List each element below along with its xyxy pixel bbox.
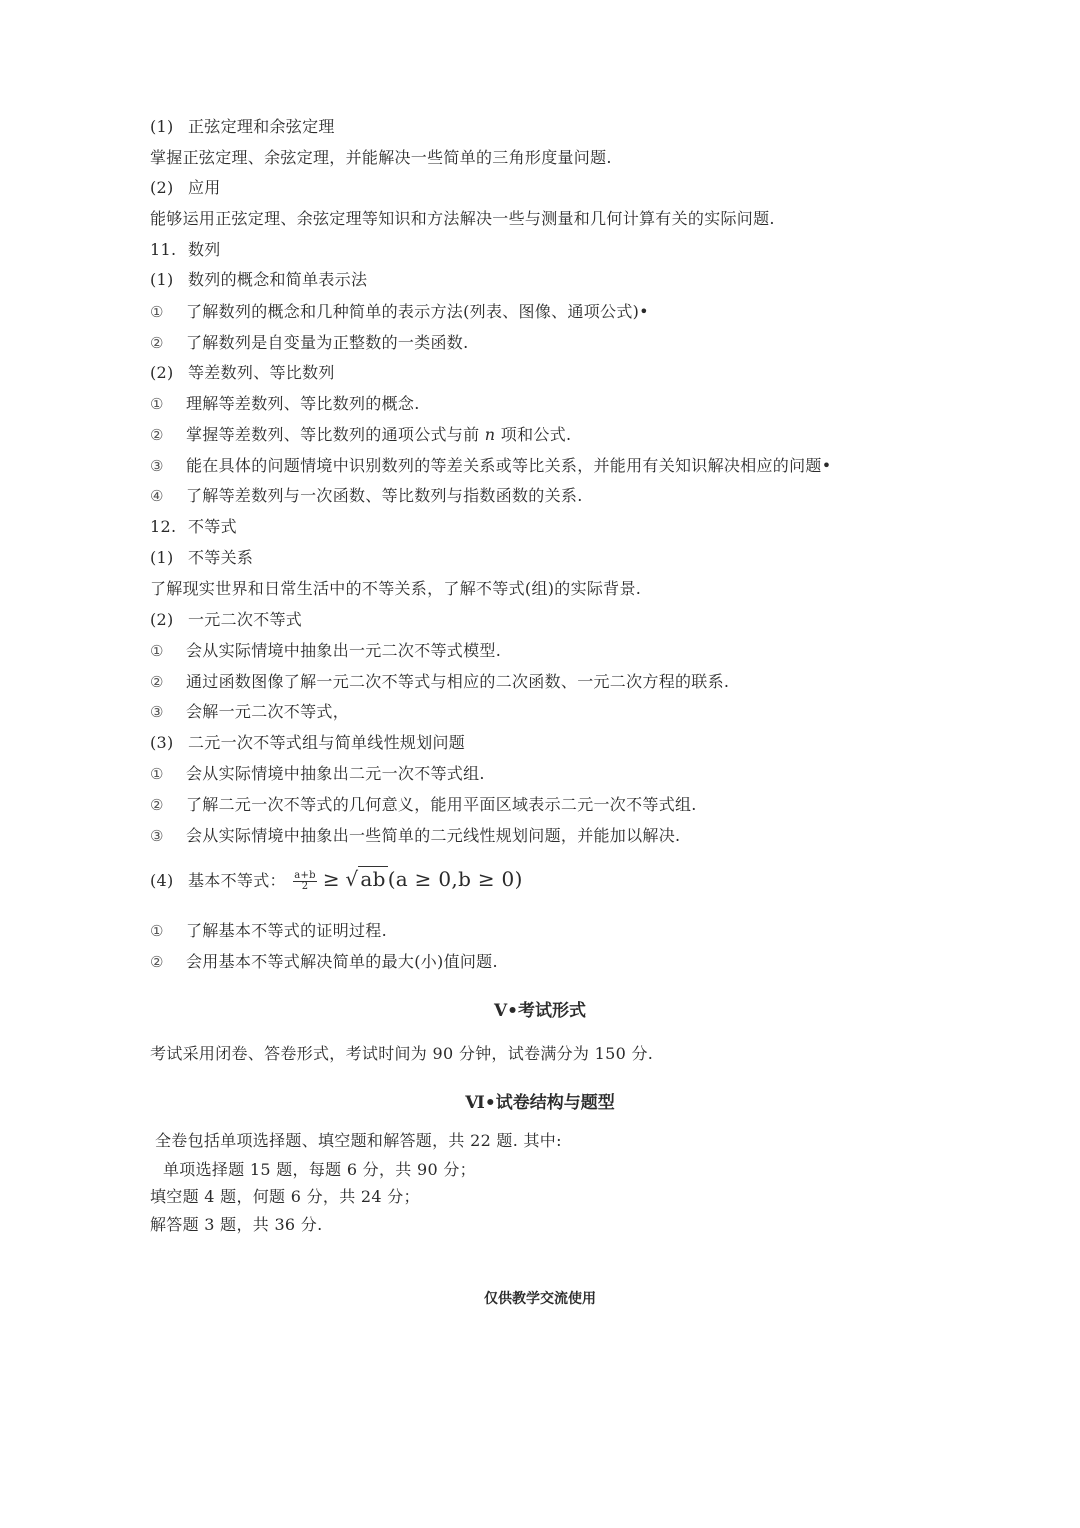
item-number: 12.: [150, 517, 177, 536]
item-text: 不等式: [188, 517, 237, 536]
subsection-inequality-relation: [150, 547, 253, 569]
circled-number: ②: [150, 426, 164, 444]
footer-note: 仅供教学交流使用: [484, 1291, 596, 1307]
section-heading-exam-format: [0, 996, 1080, 1021]
subsection-application: [150, 177, 221, 199]
circled-number: ④: [150, 487, 164, 505]
item-text: 正弦定理和余弦定理: [188, 117, 335, 136]
item-number: (2): [150, 178, 174, 197]
subsection-sequence-concept: [150, 269, 367, 291]
fraction: [293, 871, 317, 892]
item-text: 理解等差数列、等比数列的概念.: [186, 394, 420, 413]
geq-symbol: ≥: [322, 867, 340, 891]
item-text: 项和公式.: [495, 425, 572, 444]
list-item: [150, 671, 729, 693]
item-text: 会从实际情境中抽象出一元二次不等式模型.: [186, 641, 502, 660]
list-item: [150, 763, 485, 785]
item-number: (4): [150, 871, 174, 890]
section-sequences: [150, 239, 221, 261]
item-text: 一元二次不等式: [188, 610, 303, 629]
item-text: 等差数列、等比数列: [188, 363, 335, 382]
circled-number: ③: [150, 457, 164, 475]
heading-text: Ⅴ•考试形式: [493, 1001, 587, 1021]
circled-number: ②: [150, 796, 164, 814]
item-text: 了解二元一次不等式的几何意义，能用平面区域表示二元一次不等式组.: [186, 795, 697, 814]
fraction-denominator: 2: [301, 881, 309, 892]
paragraph: 了解现实世界和日常生活中的不等关系，了解不等式(组)的实际背景.: [150, 579, 642, 598]
sqrt-symbol: √: [345, 867, 359, 891]
list-item: [150, 920, 387, 942]
paragraph: 单项选择题 15 题，每题 6 分，共 90 分；: [163, 1160, 476, 1179]
fraction-numerator: a+b: [294, 870, 316, 881]
circled-number: ①: [150, 765, 164, 783]
subsection-linear-programming: [150, 732, 465, 754]
item-text: 掌握等差数列、等比数列的通项公式与前: [186, 425, 485, 444]
basic-inequality-formula: [291, 867, 523, 892]
subsection-quadratic-inequality: [150, 609, 302, 631]
condition: (a ≥ 0,b ≥ 0): [387, 867, 523, 891]
subsection-arith-geo-sequences: [150, 362, 335, 384]
item-text: 二元一次不等式组与简单线性规划问题: [188, 733, 466, 752]
item-number: (2): [150, 610, 174, 629]
item-text: 了解数列的概念和几种简单的表示方法(列表、图像、通项公式)•: [186, 302, 649, 321]
circled-number: ②: [150, 953, 164, 971]
item-number: (3): [150, 733, 174, 752]
item-number: (1): [150, 270, 174, 289]
item-text: 数列的概念和简单表示法: [188, 270, 368, 289]
item-text: 了解数列是自变量为正整数的一类函数.: [186, 333, 469, 352]
item-text: 会用基本不等式解决简单的最大(小)值问题.: [186, 952, 498, 971]
item-text: 了解等差数列与一次函数、等比数列与指数函数的关系.: [186, 486, 583, 505]
list-item: [150, 455, 831, 477]
circled-number: ③: [150, 827, 164, 845]
paragraph: 掌握正弦定理、余弦定理，并能解决一些简单的三角形度量问题.: [150, 148, 612, 167]
list-item: [150, 393, 420, 415]
circled-number: ②: [150, 334, 164, 352]
list-item: [150, 301, 649, 323]
paragraph: 填空题 4 题，何题 6 分，共 24 分；: [150, 1187, 420, 1206]
subsection-basic-inequality: [150, 864, 523, 896]
item-text: 会从实际情境中抽象出二元一次不等式组.: [186, 764, 485, 783]
list-item: [150, 794, 697, 816]
item-number: (2): [150, 363, 174, 382]
list-item: [150, 640, 501, 662]
circled-number: ①: [150, 303, 164, 321]
circled-number: ③: [150, 703, 164, 721]
subsection-sine-cosine-law: [150, 116, 335, 138]
item-text: 数列: [188, 240, 221, 259]
paragraph: 全卷包括单项选择题、填空题和解答题，共 22 题. 其中:: [155, 1131, 562, 1150]
paragraph: 能够运用正弦定理、余弦定理等知识和方法解决一些与测量和几何计算有关的实际问题.: [150, 209, 775, 228]
list-item: [150, 485, 583, 507]
heading-text: Ⅵ•试卷结构与题型: [465, 1093, 615, 1113]
item-text: 会解一元二次不等式，: [186, 702, 350, 721]
item-text: 会从实际情境中抽象出一些简单的二元线性规划问题，并能加以解决.: [186, 826, 681, 845]
paragraph: 解答题 3 题，共 36 分.: [150, 1215, 323, 1234]
circled-number: ②: [150, 673, 164, 691]
item-number: (1): [150, 117, 174, 136]
item-text: 通过函数图像了解一元二次不等式与相应的二次函数、一元二次方程的联系.: [186, 672, 730, 691]
item-text: 应用: [188, 178, 221, 197]
circled-number: ①: [150, 642, 164, 660]
item-number: (1): [150, 548, 174, 567]
list-item: [150, 332, 469, 354]
list-item: [150, 825, 680, 847]
list-item: [150, 424, 571, 446]
item-text: 了解基本不等式的证明过程.: [186, 921, 387, 940]
list-item: [150, 701, 349, 723]
variable-n: n: [484, 425, 496, 444]
section-heading-paper-structure: [0, 1088, 1080, 1113]
item-number: 11.: [150, 240, 177, 259]
item-text: 基本不等式：: [188, 871, 286, 890]
sqrt-argument: ab: [360, 867, 386, 891]
section-inequalities: [150, 516, 237, 538]
item-text: 能在具体的问题情境中识别数列的等差关系或等比关系，并能用有关知识解决相应的问题•: [186, 456, 832, 475]
list-item: [150, 951, 498, 973]
circled-number: ①: [150, 922, 164, 940]
circled-number: ①: [150, 395, 164, 413]
item-text: 不等关系: [188, 548, 254, 567]
paragraph-exam-format: 考试采用闭卷、答卷形式，考试时间为 90 分钟，试卷满分为 150 分.: [150, 1044, 654, 1063]
